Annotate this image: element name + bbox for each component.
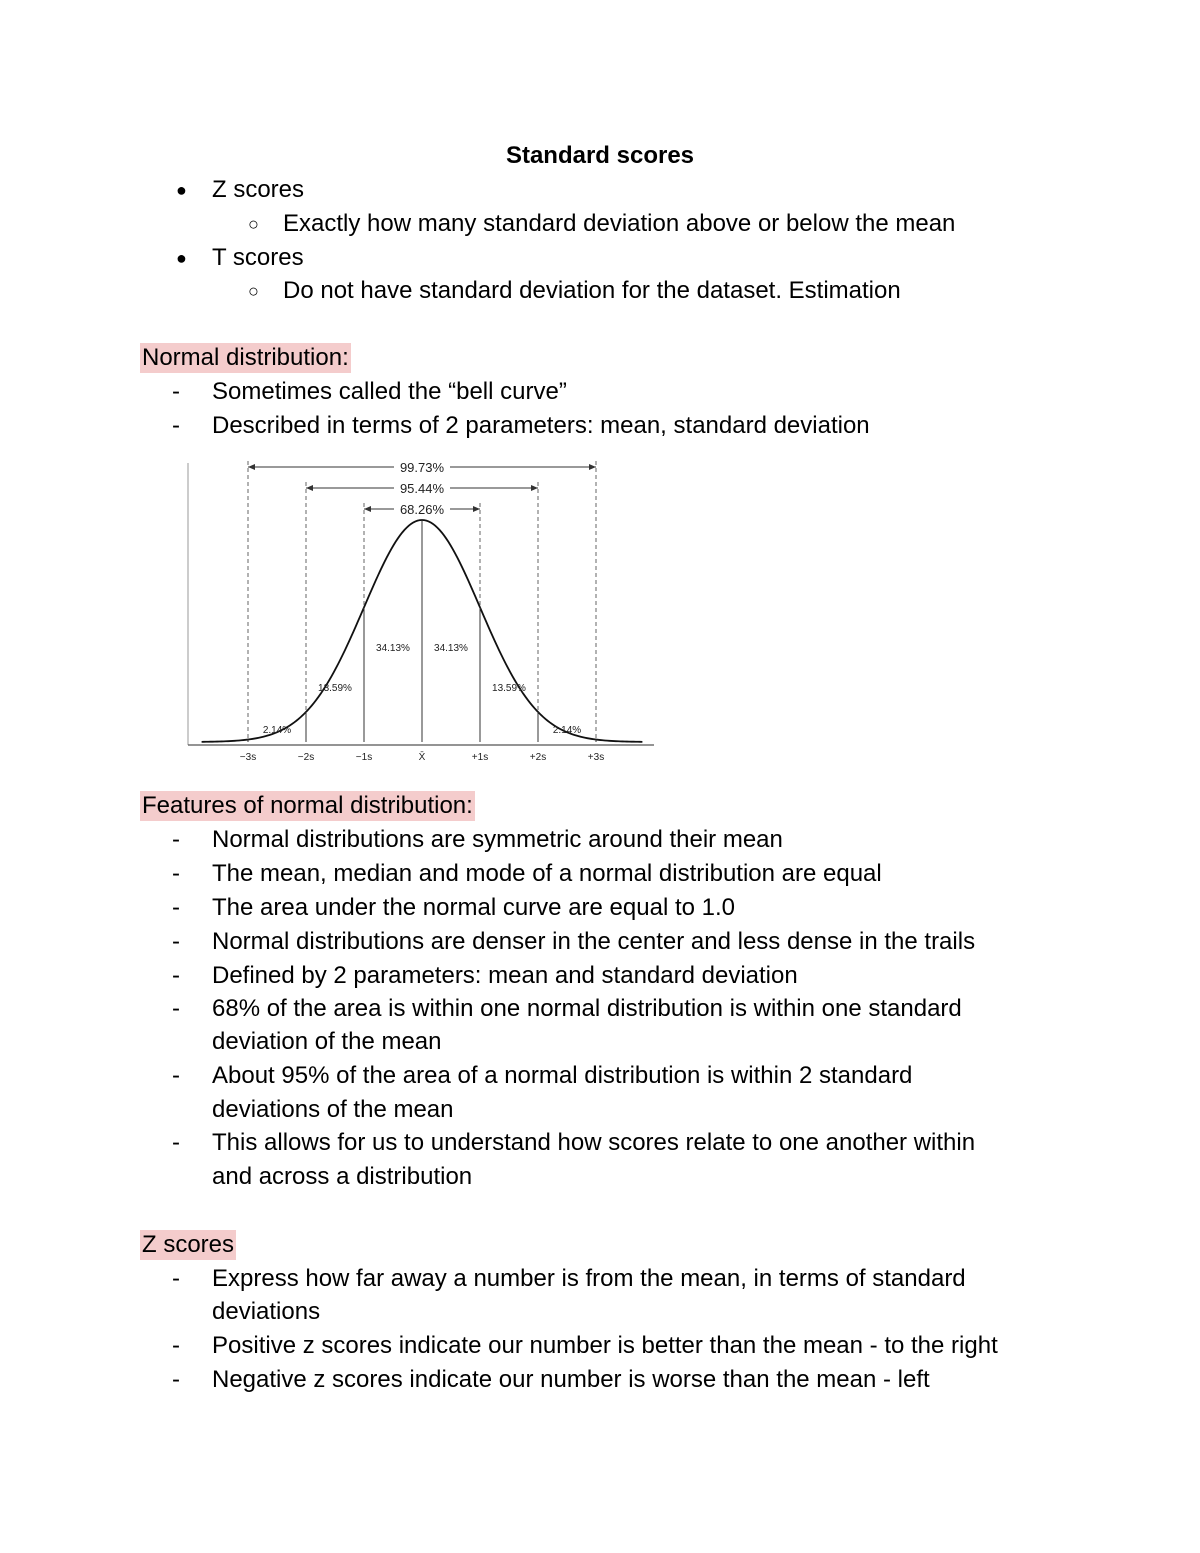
x-tick-label: +3s <box>587 752 605 763</box>
dash-marker: - <box>172 860 180 887</box>
section-heading: Features of normal distribution: <box>142 792 473 819</box>
list-item: Normal distributions are symmetric around their mean <box>212 826 783 853</box>
region-percent-label: 13.59% <box>492 683 526 694</box>
list-item: About 95% of the area of a normal distribution is within 2 standard <box>212 1062 913 1089</box>
dash-marker: - <box>172 1062 180 1089</box>
list-item: 68% of the area is within one normal distribution is within one standard <box>212 995 962 1022</box>
list-item: Negative z scores indicate our number is worse than the mean - left <box>212 1366 930 1393</box>
sub-list-item: Exactly how many standard deviation above or below the mean <box>283 210 956 237</box>
dash-marker: - <box>172 894 180 921</box>
x-tick-label: +1s <box>471 752 489 763</box>
x-tick-label: −3s <box>239 752 257 763</box>
dash-marker: - <box>172 995 180 1022</box>
dash-marker: - <box>172 928 180 955</box>
dash-marker: - <box>172 962 180 989</box>
circle-marker: ○ <box>248 281 259 301</box>
circle-marker: ○ <box>248 214 259 234</box>
list-item-continuation: deviation of the mean <box>212 1028 442 1055</box>
list-item: Z scores <box>212 176 305 203</box>
x-tick-label: +2s <box>529 752 547 763</box>
dash-marker: - <box>172 826 180 853</box>
list-item: Normal distributions are denser in the center and less dense in the trails <box>212 928 976 955</box>
span-label: 95.44% <box>399 481 445 496</box>
sub-list-item: Do not have standard deviation for the dataset. Estimation <box>283 277 901 304</box>
dash-marker: - <box>172 1332 180 1359</box>
span-arrow-head-right <box>473 506 480 512</box>
bullet-marker: ● <box>176 248 187 268</box>
span-arrow-head-right <box>531 485 538 491</box>
span-arrow-head-left <box>248 464 255 470</box>
list-item-continuation: deviations of the mean <box>212 1096 454 1123</box>
list-item: Described in terms of 2 parameters: mean, standard deviation <box>212 412 870 439</box>
region-percent-label: 34.13% <box>376 643 410 654</box>
region-percent-label: 2.14% <box>552 725 582 736</box>
list-item: Defined by 2 parameters: mean and standard deviation <box>212 962 798 989</box>
list-item: T scores <box>212 244 304 271</box>
dash-marker: - <box>172 378 180 405</box>
list-item-continuation: and across a distribution <box>212 1163 473 1190</box>
x-tick-label: X̄ <box>418 752 426 763</box>
list-item: The mean, median and mode of a normal distribution are equal <box>212 860 882 887</box>
span-arrow-head-left <box>306 485 313 491</box>
span-label: 99.73% <box>399 460 445 475</box>
span-label: 68.26% <box>399 502 445 517</box>
dash-marker: - <box>172 1366 180 1393</box>
region-percent-label: 13.59% <box>318 683 352 694</box>
bullet-marker: ● <box>176 180 187 200</box>
normal-distribution-chart <box>180 455 660 767</box>
page-title: Standard scores <box>505 142 695 169</box>
section-heading: Normal distribution: <box>142 344 349 371</box>
dash-marker: - <box>172 412 180 439</box>
x-tick-label: −1s <box>355 752 373 763</box>
x-tick-label: −2s <box>297 752 315 763</box>
list-item: The area under the normal curve are equal to 1.0 <box>212 894 735 921</box>
region-percent-label: 34.13% <box>434 643 468 654</box>
list-item-continuation: deviations <box>212 1298 321 1325</box>
span-arrow-head-left <box>364 506 371 512</box>
list-item: This allows for us to understand how scores relate to one another within <box>212 1129 976 1156</box>
list-item: Positive z scores indicate our number is better than the mean - to the right <box>212 1332 998 1359</box>
list-item: Express how far away a number is from the mean, in terms of standard <box>212 1265 966 1292</box>
dash-marker: - <box>172 1265 180 1292</box>
list-item: Sometimes called the “bell curve” <box>212 378 567 405</box>
dash-marker: - <box>172 1129 180 1156</box>
region-percent-label: 2.14% <box>262 725 292 736</box>
section-heading: Z scores <box>142 1231 235 1258</box>
span-arrow-head-right <box>589 464 596 470</box>
